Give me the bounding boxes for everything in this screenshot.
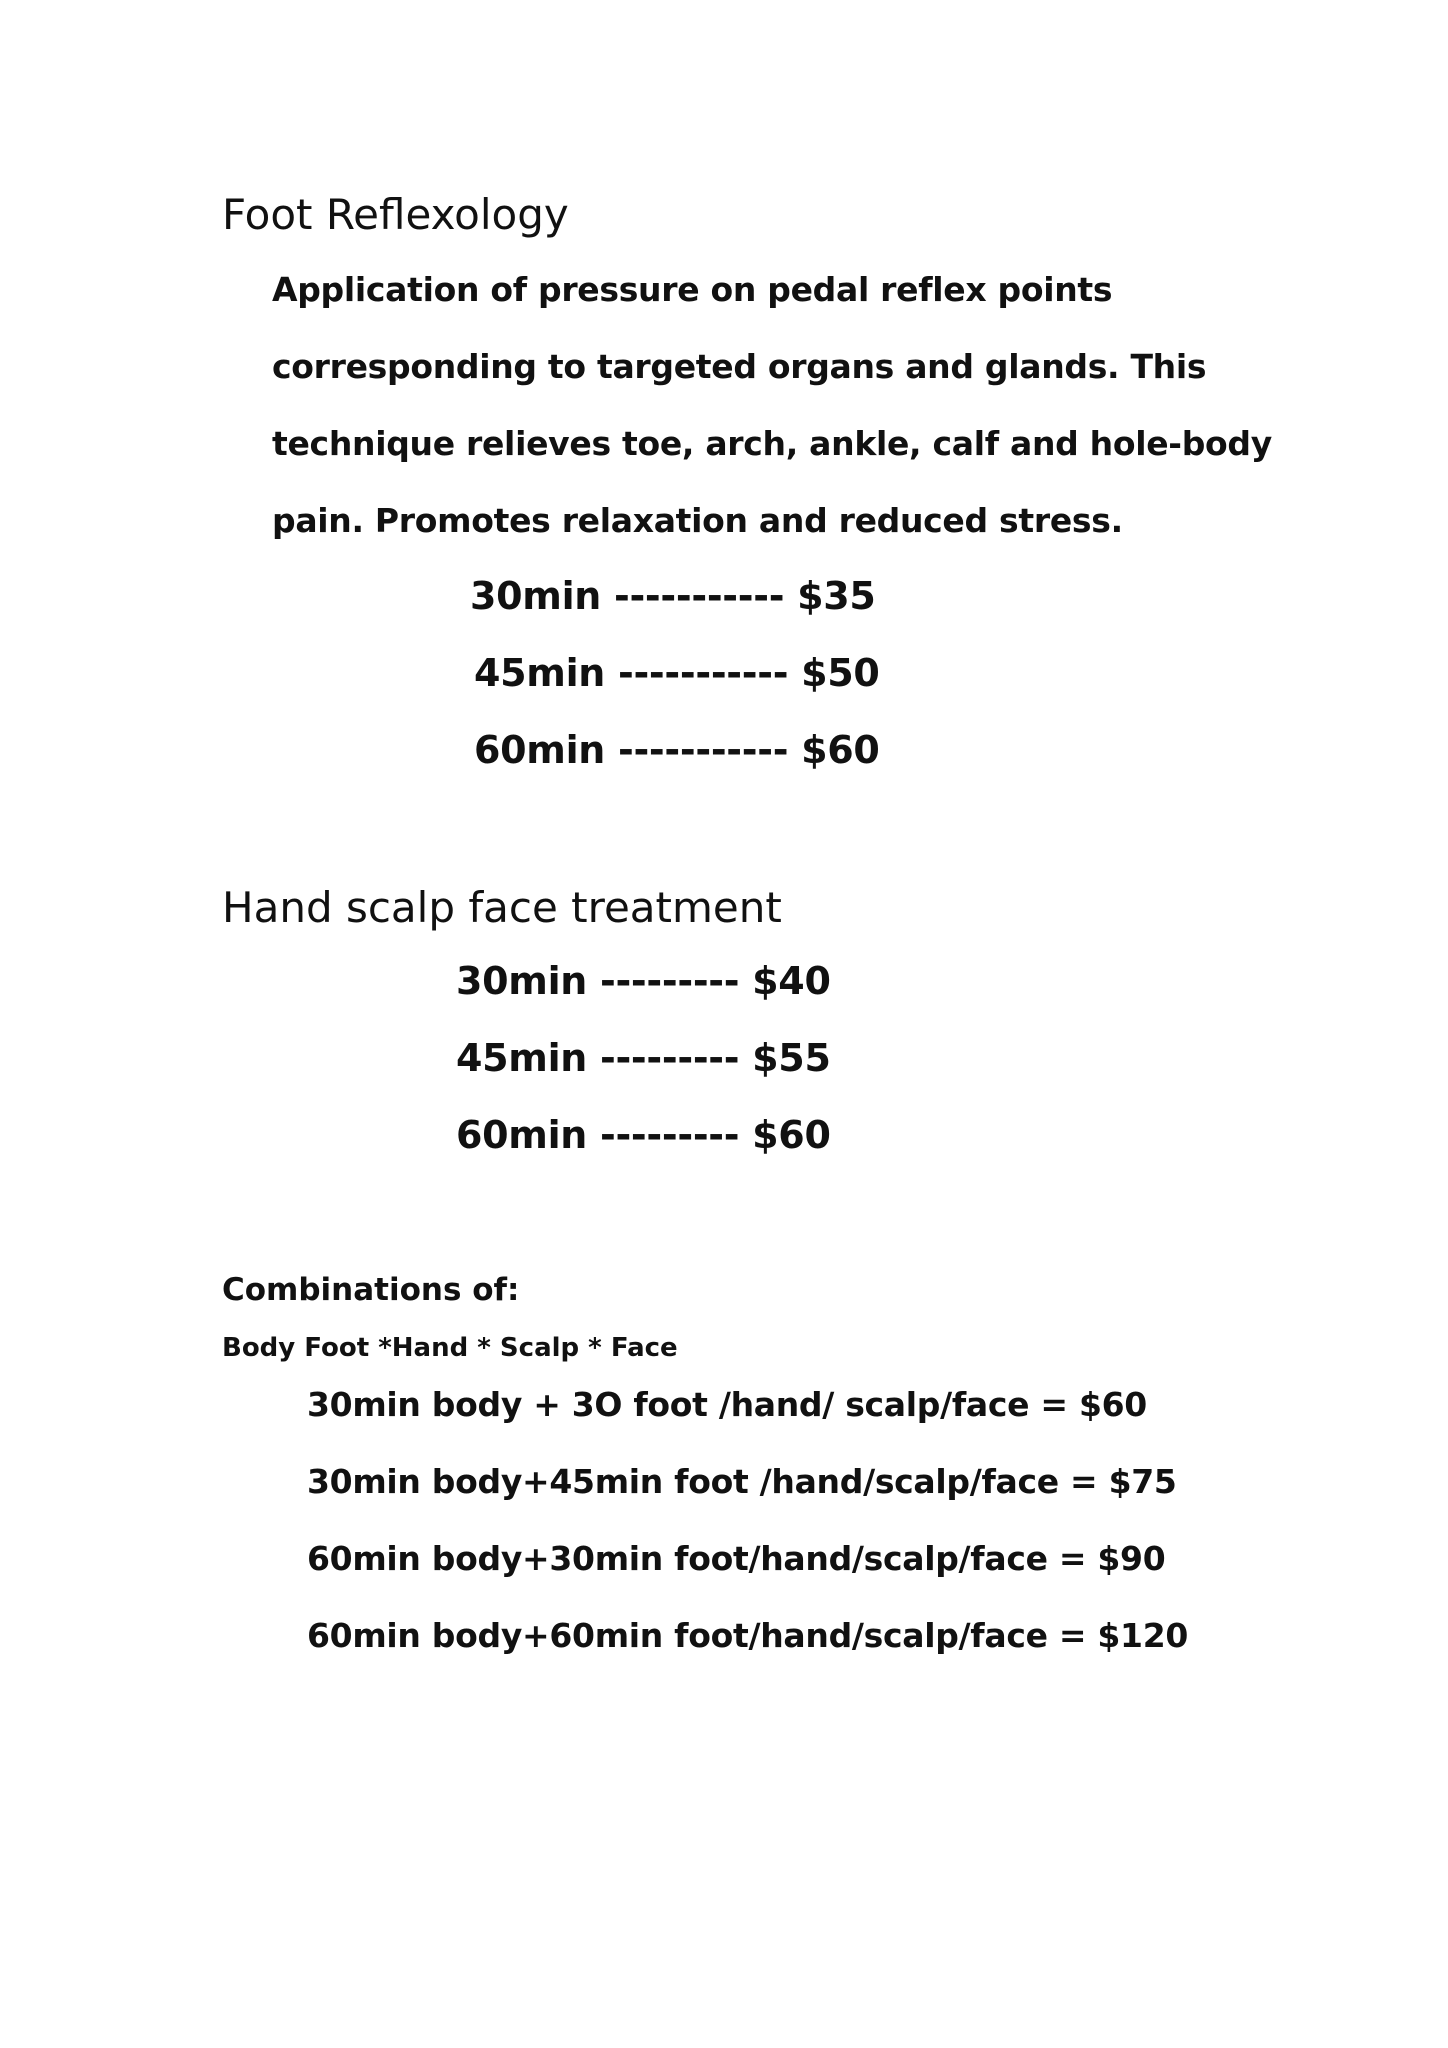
combination-item: 30min body + 3O foot /hand/ scalp/face = $60: [307, 1385, 1147, 1424]
price-row: 45min --------- $55: [456, 1036, 831, 1080]
combination-item: 60min body+60min foot/hand/scalp/face = $120: [307, 1616, 1189, 1655]
hand-scalp-face-title: Hand scalp face treatment: [222, 883, 782, 932]
description-line: pain. Promotes relaxation and reduced stress.: [272, 501, 1123, 540]
price-row: 60min ----------- $60: [474, 728, 880, 772]
price-row: 60min --------- $60: [456, 1113, 831, 1157]
combination-item: 30min body+45min foot /hand/scalp/face = $75: [307, 1462, 1177, 1501]
combinations-subheading: Body Foot *Hand * Scalp * Face: [222, 1333, 678, 1363]
description-line: corresponding to targeted organs and glands. This: [272, 347, 1207, 386]
foot-reflexology-title: Foot Reflexology: [222, 190, 569, 239]
combinations-heading: Combinations of:: [222, 1272, 520, 1308]
description-line: Application of pressure on pedal reflex points: [272, 270, 1113, 309]
price-row: 45min ----------- $50: [474, 651, 880, 695]
price-row: 30min ----------- $35: [470, 574, 876, 618]
description-line: technique relieves toe, arch, ankle, calf and hole-body: [272, 424, 1272, 463]
combination-item: 60min body+30min foot/hand/scalp/face = $90: [307, 1539, 1166, 1578]
price-row: 30min --------- $40: [456, 959, 831, 1003]
